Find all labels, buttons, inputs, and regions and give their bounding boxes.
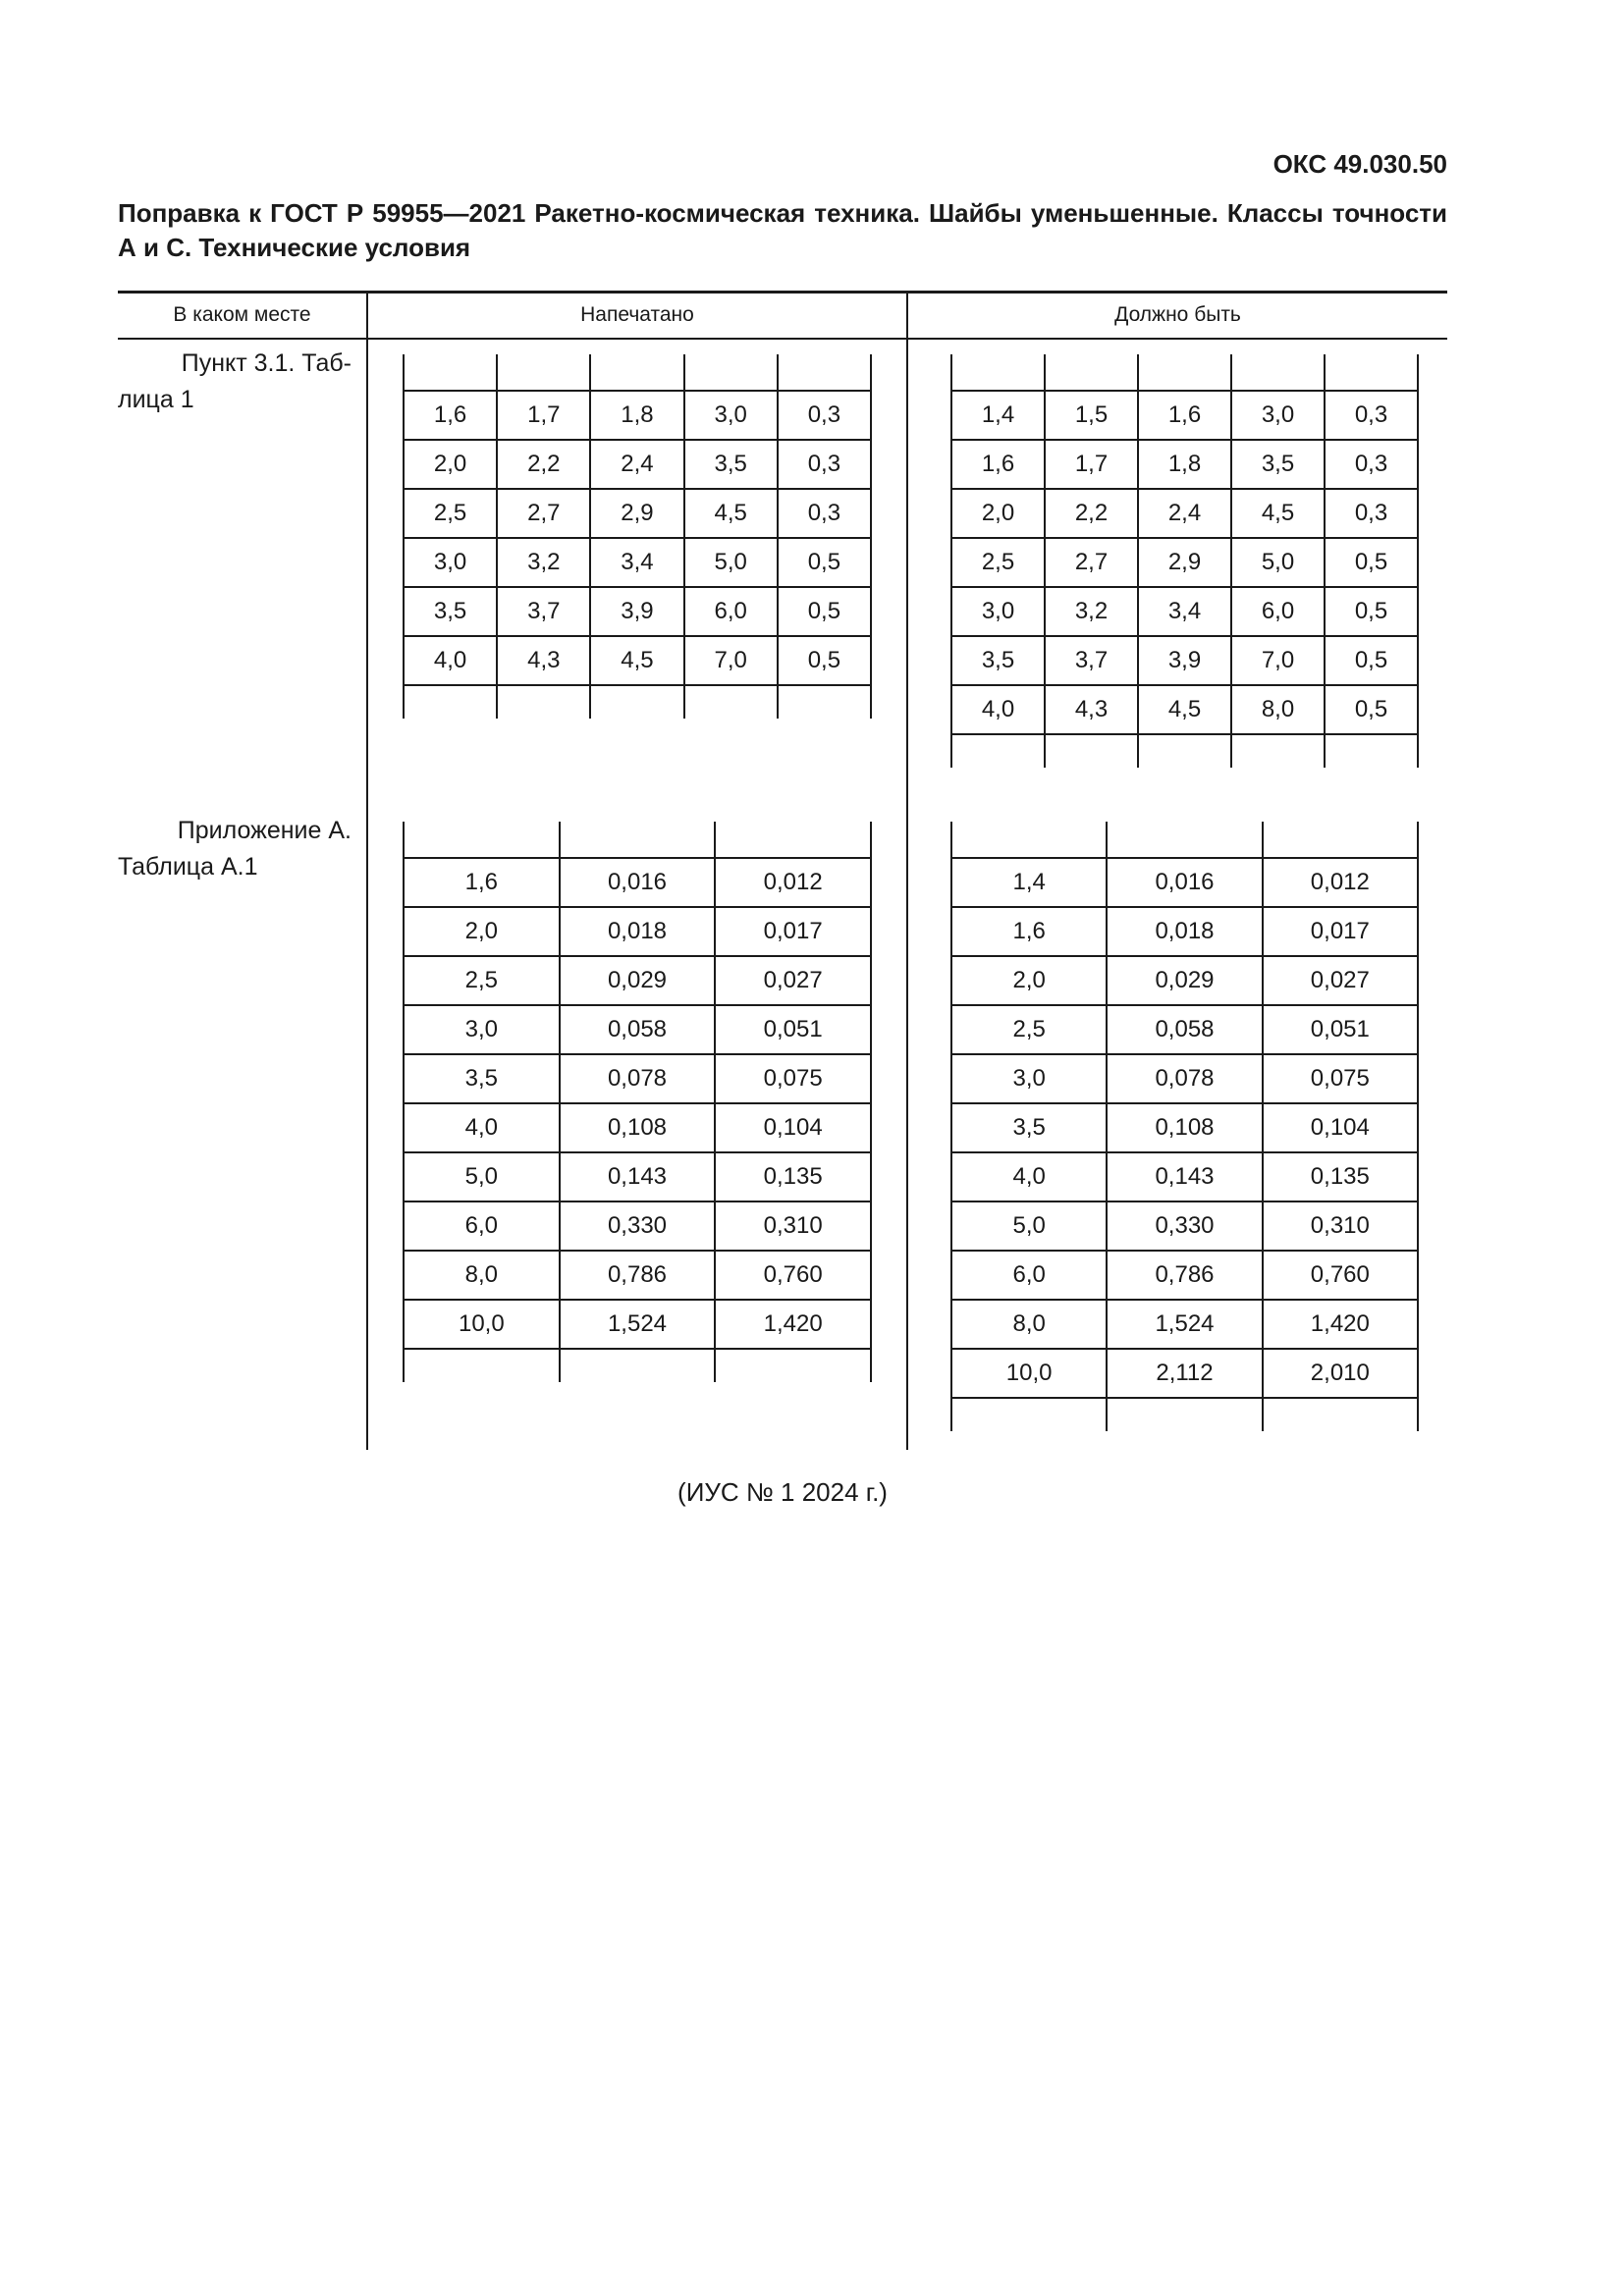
empty-cell: [951, 734, 1045, 768]
table-cell: 0,143: [560, 1152, 716, 1201]
table-cell: 3,5: [404, 587, 497, 636]
table-cell: 10,0: [951, 1349, 1107, 1398]
table-cell: 1,5: [1045, 391, 1138, 440]
table-row: [951, 1152, 1418, 1201]
table-cell: 0,5: [778, 587, 871, 636]
table-cell: 8,0: [1231, 685, 1325, 734]
table-cell: 3,5: [951, 636, 1045, 685]
table-cell: 2,2: [497, 440, 590, 489]
table-cell: 4,5: [1231, 489, 1325, 538]
table-cell: 4,0: [951, 685, 1045, 734]
table-row: [951, 956, 1418, 1005]
table-row: [951, 1201, 1418, 1251]
empty-cell: [715, 822, 871, 858]
table-cell: 2,5: [951, 1005, 1107, 1054]
empty-cell: [1325, 354, 1418, 391]
empty-cell: [715, 1349, 871, 1382]
table-cell: 0,075: [715, 1054, 871, 1103]
document-title: Поправка к ГОСТ Р 59955—2021 Ракетно-космическая техника. Шайбы уменьшенные. Классы точности А и С. Технические условия: [118, 198, 1447, 262]
table-cell: 2,9: [1138, 538, 1231, 587]
table-cell: 0,029: [1107, 956, 1262, 1005]
table-cell: 0,078: [1107, 1054, 1262, 1103]
table-row: [404, 1251, 871, 1300]
place-line-1: Приложение А.: [177, 817, 352, 844]
table-cell: 0,310: [715, 1201, 871, 1251]
table-cell: 2,0: [951, 489, 1045, 538]
empty-cell: [778, 354, 871, 391]
table-cell: 1,8: [1138, 440, 1231, 489]
empty-cell: [590, 354, 683, 391]
table-cell: 0,3: [1325, 391, 1418, 440]
table-cell: 5,0: [1231, 538, 1325, 587]
table-cell: 0,5: [1325, 685, 1418, 734]
table-cell: 0,3: [1325, 489, 1418, 538]
table-row: [951, 1005, 1418, 1054]
table-cell: 0,3: [778, 440, 871, 489]
table-row: [951, 858, 1418, 907]
table-cell: 0,027: [715, 956, 871, 1005]
column-divider-2: [906, 292, 908, 1450]
table-cell: 1,6: [404, 858, 560, 907]
table-cell: 0,5: [1325, 636, 1418, 685]
table-row: [404, 1201, 871, 1251]
table-cell: 1,420: [715, 1300, 871, 1349]
table-cell: 6,0: [684, 587, 778, 636]
table-row: [404, 1054, 871, 1103]
table-row: [951, 636, 1418, 685]
table-cell: 0,5: [1325, 538, 1418, 587]
table-cell: 3,0: [404, 1005, 560, 1054]
column-divider-1: [366, 292, 368, 1450]
table-cell: 2,7: [497, 489, 590, 538]
table-cell: 0,018: [560, 907, 716, 956]
header-printed: Напечатано: [580, 303, 694, 326]
table-cell: 0,3: [778, 391, 871, 440]
table-cell: 3,2: [1045, 587, 1138, 636]
table-row: [404, 636, 871, 685]
place-line-2: лица 1: [118, 386, 194, 413]
table-cell: 2,7: [1045, 538, 1138, 587]
table-cell: 2,0: [951, 956, 1107, 1005]
table-row: [951, 1251, 1418, 1300]
table-cell: 4,3: [1045, 685, 1138, 734]
table-cell: 2,4: [1138, 489, 1231, 538]
table-cell: 1,6: [951, 440, 1045, 489]
table-row: [951, 1054, 1418, 1103]
table-cell: 0,017: [715, 907, 871, 956]
empty-cell: [1325, 734, 1418, 768]
table-cell: 1,524: [1107, 1300, 1262, 1349]
empty-cell: [404, 685, 497, 719]
empty-cell: [497, 354, 590, 391]
table-cell: 3,9: [590, 587, 683, 636]
table-1-should-be: [950, 354, 1419, 768]
table-cell: 0,075: [1263, 1054, 1418, 1103]
table-cell: 0,760: [1263, 1251, 1418, 1300]
empty-cell: [1107, 1398, 1262, 1431]
place-line-2: Таблица А.1: [118, 853, 258, 881]
table-row: [404, 489, 871, 538]
empty-cell: [560, 822, 716, 858]
empty-cell: [1045, 354, 1138, 391]
table-row: [951, 440, 1418, 489]
table-cell: 1,7: [1045, 440, 1138, 489]
table-cell: 3,0: [1231, 391, 1325, 440]
table-row: [951, 391, 1418, 440]
table-cell: 4,5: [1138, 685, 1231, 734]
table-row: [951, 538, 1418, 587]
table-row: [404, 440, 871, 489]
table-cell: 0,135: [715, 1152, 871, 1201]
table-cell: 4,5: [590, 636, 683, 685]
table-cell: 1,6: [404, 391, 497, 440]
table-cell: 2,2: [1045, 489, 1138, 538]
empty-cell: [404, 822, 560, 858]
table-cell: 0,135: [1263, 1152, 1418, 1201]
table-cell: 4,0: [951, 1152, 1107, 1201]
table-cell: 3,0: [951, 1054, 1107, 1103]
table-cell: 2,010: [1263, 1349, 1418, 1398]
empty-cell: [1138, 354, 1231, 391]
table-row: [951, 685, 1418, 734]
table-cell: 1,524: [560, 1300, 716, 1349]
empty-cell: [590, 685, 683, 719]
table-cell: 3,0: [951, 587, 1045, 636]
table-row: [404, 391, 871, 440]
table-cell: 0,058: [1107, 1005, 1262, 1054]
oks-code: ОКС 49.030.50: [1272, 149, 1447, 179]
table-cell: 0,786: [560, 1251, 716, 1300]
table-cell: 5,0: [684, 538, 778, 587]
table-cell: 0,330: [560, 1201, 716, 1251]
empty-cell: [684, 685, 778, 719]
table-cell: 0,012: [1263, 858, 1418, 907]
table-cell: 3,7: [497, 587, 590, 636]
table-cell: 3,9: [1138, 636, 1231, 685]
empty-cell: [1231, 734, 1325, 768]
table-row: [951, 489, 1418, 538]
empty-cell: [560, 1349, 716, 1382]
table-cell: 6,0: [1231, 587, 1325, 636]
empty-cell: [1263, 822, 1418, 858]
table-cell: 2,5: [404, 489, 497, 538]
table-cell: 1,6: [1138, 391, 1231, 440]
table-cell: 3,7: [1045, 636, 1138, 685]
table-cell: 1,420: [1263, 1300, 1418, 1349]
empty-cell: [1231, 354, 1325, 391]
table-cell: 7,0: [1231, 636, 1325, 685]
table-cell: 4,5: [684, 489, 778, 538]
table-cell: 3,5: [1231, 440, 1325, 489]
table-cell: 1,4: [951, 858, 1107, 907]
table-cell: 6,0: [951, 1251, 1107, 1300]
table-cell: 0,5: [1325, 587, 1418, 636]
header-should-be: Должно быть: [1114, 303, 1241, 326]
table-cell: 3,5: [404, 1054, 560, 1103]
empty-cell: [684, 354, 778, 391]
table-cell: 7,0: [684, 636, 778, 685]
table-row: [951, 1300, 1418, 1349]
table-cell: 0,143: [1107, 1152, 1262, 1201]
table-row: [404, 1005, 871, 1054]
table-cell: 0,108: [1107, 1103, 1262, 1152]
table-cell: 4,0: [404, 1103, 560, 1152]
table-row: [404, 538, 871, 587]
table-row: [951, 1349, 1418, 1398]
table-cell: 3,0: [404, 538, 497, 587]
place-section-2: [118, 813, 352, 885]
table-cell: 2,4: [590, 440, 683, 489]
table-cell: 0,051: [1263, 1005, 1418, 1054]
footer-ius: (ИУС № 1 2024 г.): [677, 1477, 888, 1507]
table-cell: 0,108: [560, 1103, 716, 1152]
table-cell: 0,3: [1325, 440, 1418, 489]
table-cell: 2,0: [404, 907, 560, 956]
table-row: [404, 907, 871, 956]
table-cell: 4,3: [497, 636, 590, 685]
table-cell: 0,5: [778, 636, 871, 685]
empty-cell: [404, 1349, 560, 1382]
table-row: [404, 1300, 871, 1349]
table-row: [404, 1152, 871, 1201]
table-cell: 0,310: [1263, 1201, 1418, 1251]
table-cell: 0,330: [1107, 1201, 1262, 1251]
table-cell: 6,0: [404, 1201, 560, 1251]
table-cell: 2,9: [590, 489, 683, 538]
table-cell: 2,5: [404, 956, 560, 1005]
table-row: [404, 858, 871, 907]
table-cell: 3,5: [951, 1103, 1107, 1152]
table-cell: 1,4: [951, 391, 1045, 440]
table-cell: 0,016: [560, 858, 716, 907]
empty-cell: [1107, 822, 1262, 858]
table-cell: 0,104: [1263, 1103, 1418, 1152]
empty-cell: [1138, 734, 1231, 768]
empty-cell: [1045, 734, 1138, 768]
empty-cell: [778, 685, 871, 719]
table-row: [404, 956, 871, 1005]
table-row: [404, 587, 871, 636]
empty-cell: [497, 685, 590, 719]
empty-cell: [404, 354, 497, 391]
table-1-printed: [403, 354, 872, 719]
table-cell: 2,0: [404, 440, 497, 489]
empty-cell: [951, 354, 1045, 391]
empty-cell: [951, 822, 1107, 858]
header-bottom-rule: [118, 338, 1447, 340]
empty-cell: [951, 1398, 1107, 1431]
table-cell: 10,0: [404, 1300, 560, 1349]
table-a1-printed: [403, 822, 872, 1382]
table-cell: 4,0: [404, 636, 497, 685]
table-cell: 0,760: [715, 1251, 871, 1300]
table-cell: 0,029: [560, 956, 716, 1005]
table-row: [404, 1103, 871, 1152]
table-cell: 0,786: [1107, 1251, 1262, 1300]
table-cell: 0,058: [560, 1005, 716, 1054]
table-cell: 0,051: [715, 1005, 871, 1054]
table-cell: 8,0: [951, 1300, 1107, 1349]
table-cell: 0,012: [715, 858, 871, 907]
header-top-rule: [118, 291, 1447, 294]
place-section-1: [118, 346, 352, 418]
table-row: [951, 907, 1418, 956]
header-place: В каком месте: [173, 303, 311, 326]
table-cell: 3,5: [684, 440, 778, 489]
table-cell: 0,017: [1263, 907, 1418, 956]
table-cell: 1,7: [497, 391, 590, 440]
table-cell: 3,0: [684, 391, 778, 440]
table-cell: 0,016: [1107, 858, 1262, 907]
table-cell: 0,5: [778, 538, 871, 587]
table-cell: 8,0: [404, 1251, 560, 1300]
table-cell: 0,027: [1263, 956, 1418, 1005]
table-cell: 5,0: [404, 1152, 560, 1201]
table-row: [951, 587, 1418, 636]
place-line-1: Пункт 3.1. Таб-: [181, 349, 352, 377]
table-cell: 0,078: [560, 1054, 716, 1103]
table-cell: 5,0: [951, 1201, 1107, 1251]
table-cell: 2,5: [951, 538, 1045, 587]
table-cell: 2,112: [1107, 1349, 1262, 1398]
table-a1-should-be: [950, 822, 1419, 1431]
table-cell: 1,8: [590, 391, 683, 440]
table-cell: 0,3: [778, 489, 871, 538]
table-cell: 0,104: [715, 1103, 871, 1152]
table-cell: 3,4: [590, 538, 683, 587]
table-cell: 1,6: [951, 907, 1107, 956]
table-cell: 3,4: [1138, 587, 1231, 636]
table-cell: 0,018: [1107, 907, 1262, 956]
empty-cell: [1263, 1398, 1418, 1431]
table-row: [951, 1103, 1418, 1152]
table-cell: 3,2: [497, 538, 590, 587]
